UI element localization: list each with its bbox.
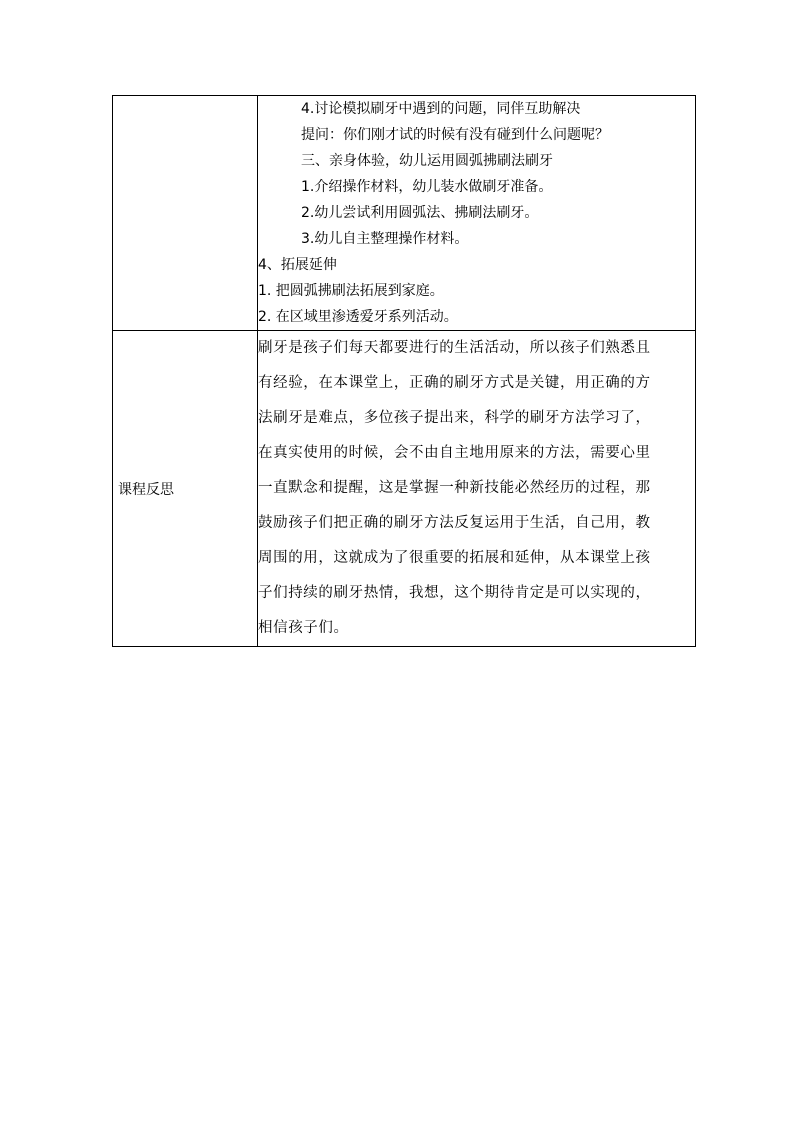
procedure-line: 提问：你们刚才试的时候有没有碰到什么问题呢？ — [301, 127, 609, 143]
reflection-line: 相信孩子们。 — [258, 620, 349, 636]
procedure-line: 2.幼儿尝试利用圆弧法、拂刷法刷牙。 — [301, 205, 539, 221]
procedure-row — [113, 96, 696, 331]
reflection-line: 周围的用，这就成为了很重要的拓展和延伸，从本课堂上孩 — [258, 550, 651, 566]
procedure-line: 2. 在区域里渗透爱牙系列活动。 — [258, 309, 458, 325]
procedure-line: 4.讨论模拟刷牙中遇到的问题，同伴互助解决 — [301, 101, 581, 117]
procedure-content-cell — [258, 96, 696, 331]
reflection-line: 有经验，在本课堂上，正确的刷牙方式是关键，用正确的方 — [258, 375, 651, 391]
reflection-line: 法刷牙是难点，多位孩子提出来，科学的刷牙方法学习了， — [258, 410, 651, 426]
reflection-label: 课程反思 — [113, 331, 258, 647]
reflection-line: 一直默念和提醒，这是掌握一种新技能必然经历的过程，那 — [258, 480, 651, 496]
reflection-row — [113, 331, 696, 647]
procedure-line: 3.幼儿自主整理操作材料。 — [301, 231, 469, 247]
procedure-line: 1.介绍操作材料，幼儿装水做刷牙准备。 — [301, 179, 553, 195]
reflection-line: 鼓励孩子们把正确的刷牙方法反复运用于生活，自己用，教 — [258, 515, 651, 531]
procedure-line: 三、亲身体验，幼儿运用圆弧拂刷法刷牙 — [301, 153, 553, 169]
procedure-line: 4、拓展延伸 — [258, 257, 337, 273]
reflection-line: 子们持续的刷牙热情，我想，这个期待肯定是可以实现的， — [258, 585, 651, 601]
procedure-label-cell — [113, 96, 258, 331]
procedure-line: 1. 把圆弧拂刷法拓展到家庭。 — [258, 283, 444, 299]
reflection-line: 刷牙是孩子们每天都要进行的生活活动，所以孩子们熟悉且 — [258, 340, 651, 356]
reflection-content-cell — [258, 331, 696, 647]
lesson-plan-table — [112, 95, 696, 647]
reflection-line: 在真实使用的时候，会不由自主地用原来的方法，需要心里 — [258, 445, 651, 461]
